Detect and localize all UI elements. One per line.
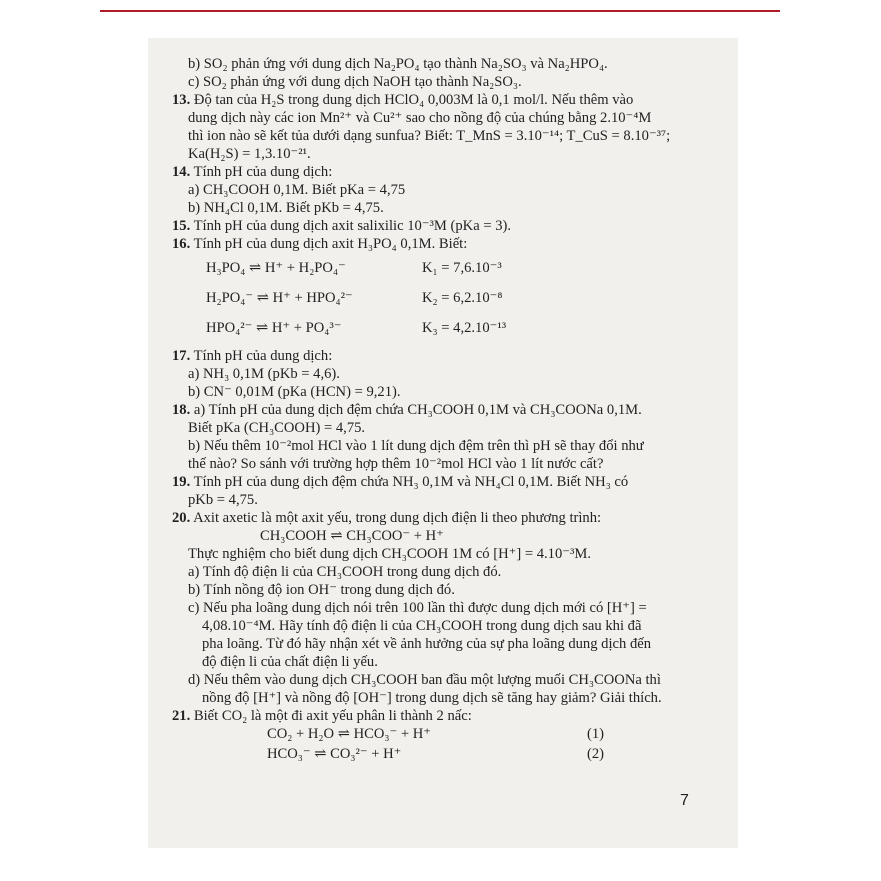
text-line: Tính pH của dung dịch: <box>190 164 333 180</box>
exercise-15 <box>172 217 717 235</box>
exercise-14 <box>172 163 717 181</box>
equation: HPO₄²⁻ ⇌ H⁺ + PO₄³⁻ <box>206 320 342 336</box>
exercise-13 <box>172 91 717 109</box>
exercise-number: 15. <box>172 218 191 234</box>
exercise-17 <box>172 347 717 365</box>
exercise-19 <box>172 473 717 491</box>
equation-row <box>172 725 717 745</box>
equation: CH₃COOH ⇌ CH₃COO⁻ + H⁺ <box>260 528 444 544</box>
text-line: Tính pH của dung dịch axit salixilic 10⁻³M (pKa = 3). <box>190 218 512 234</box>
text-line: c) Nếu pha loãng dung dịch nói trên 100 lần thì được dung dịch mới có [H⁺] = <box>188 600 647 616</box>
exercise-21 <box>172 707 717 725</box>
text-line: Tính pH của dung dịch đệm chứa NH₃ 0,1M và NH₄Cl 0,1M. Biết NH₃ có <box>190 474 629 490</box>
text-line: b) Nếu thêm 10⁻²mol HCl vào 1 lít dung dịch đệm trên thì pH sẽ thay đổi như <box>188 438 644 454</box>
exercise-number: 21. <box>172 708 191 724</box>
text-line: thì ion nào sẽ kết tủa dưới dạng sunfua? Biết: T_MnS = 3.10⁻¹⁴; T_CuS = 8.10⁻³⁷; <box>188 128 671 144</box>
exercise-number: 17. <box>172 348 191 364</box>
exercise-18 <box>172 401 717 419</box>
page-number: 7 <box>680 792 689 809</box>
text-line: thế nào? So sánh với trường hợp thêm 10⁻²mol HCl vào 1 lít nước cất? <box>188 456 604 472</box>
text-line: Thực nghiệm cho biết dung dịch CH₃COOH 1M có [H⁺] = 4.10⁻³M. <box>188 546 591 562</box>
text-line: Độ tan của H₂S trong dung dịch HClO₄ 0,003M là 0,1 mol/l. Nếu thêm vào <box>190 92 634 108</box>
equation-row <box>172 745 717 765</box>
text-line: pha loãng. Từ đó hãy nhận xét về ảnh hưởng của sự pha loãng dung dịch đến <box>202 636 652 652</box>
text-line: b) NH₄Cl 0,1M. Biết pKb = 4,75. <box>188 200 384 216</box>
exercise-16 <box>172 235 717 253</box>
text-line: nồng độ [H⁺] và nồng độ [OH⁻] trong dung dịch sẽ tăng hay giảm? Giải thích. <box>202 690 662 706</box>
exercise-20 <box>172 509 717 527</box>
text-line: a) Tính pH của dung dịch đệm chứa CH₃COOH 0,1M và CH₃COONa 0,1M. <box>190 402 642 418</box>
document-body <box>172 55 717 765</box>
text-line: 4,08.10⁻⁴M. Hãy tính độ điện li của CH₃COOH trong dung dịch sau khi đã <box>202 618 642 634</box>
text-line: a) Tính độ điện li của CH₃COOH trong dung dịch đó. <box>188 564 502 580</box>
exercise-number: 18. <box>172 402 191 418</box>
exercise-number: 13. <box>172 92 191 108</box>
text-line: Tính pH của dung dịch axit H₃PO₄ 0,1M. Biết: <box>190 236 468 252</box>
exercise-number: 20. <box>172 510 191 526</box>
text-line: độ điện li của chất điện li yếu. <box>202 654 378 670</box>
text-line: Axit axetic là một axit yếu, trong dung dịch điện li theo phương trình: <box>190 510 602 526</box>
constant: K₁ = 7,6.10⁻³ <box>422 260 502 276</box>
text-line: a) CH₃COOH 0,1M. Biết pKa = 4,75 <box>188 182 406 198</box>
constant: K₂ = 6,2.10⁻⁸ <box>422 290 503 306</box>
exercise-number: 14. <box>172 164 191 180</box>
exercise-number: 19. <box>172 474 191 490</box>
text-line: b) Tính nồng độ ion OH⁻ trong dung dịch đó. <box>188 582 455 598</box>
text-line: Biết pKa (CH₃COOH) = 4,75. <box>188 420 366 436</box>
equation: H₃PO₄ ⇌ H⁺ + H₂PO₄⁻ <box>206 260 346 276</box>
text-line: Biết CO₂ là một đi axit yếu phân li thành 2 nấc: <box>190 708 472 724</box>
equation-row <box>172 253 717 283</box>
constant: K₃ = 4,2.10⁻¹³ <box>422 320 507 336</box>
text-line: Ka(H₂S) = 1,3.10⁻²¹. <box>188 146 311 162</box>
text-line: b) SO₂ phản ứng với dung dịch Na₂PO₄ tạo thành Na₂SO₃ và Na₂HPO₄. <box>188 56 608 72</box>
equation-number: (1) <box>587 726 605 742</box>
equation: CO₂ + H₂O ⇌ HCO₃⁻ + H⁺ <box>267 726 431 742</box>
equation: HCO₃⁻ ⇌ CO₃²⁻ + H⁺ <box>267 746 402 762</box>
text-line: c) SO₂ phản ứng với dung dịch NaOH tạo thành Na₂SO₃. <box>188 74 522 90</box>
text-line: b) CN⁻ 0,01M (pKa (HCN) = 9,21). <box>188 384 401 400</box>
text-line: Tính pH của dung dịch: <box>190 348 333 364</box>
text-line: a) NH₃ 0,1M (pKb = 4,6). <box>188 366 340 382</box>
equation-row <box>172 283 717 313</box>
equation-row <box>172 313 717 343</box>
text-line: pKb = 4,75. <box>188 492 258 508</box>
exercise-number: 16. <box>172 236 191 252</box>
text-line: dung dịch này các ion Mn²⁺ và Cu²⁺ sao cho nồng độ của chúng bằng 2.10⁻⁴M <box>188 110 652 126</box>
equation: H₂PO₄⁻ ⇌ H⁺ + HPO₄²⁻ <box>206 290 353 306</box>
top-border-line <box>100 10 780 12</box>
text-line: d) Nếu thêm vào dung dịch CH₃COOH ban đầu một lượng muối CH₃COONa thì <box>188 672 661 688</box>
equation-number: (2) <box>587 746 605 762</box>
